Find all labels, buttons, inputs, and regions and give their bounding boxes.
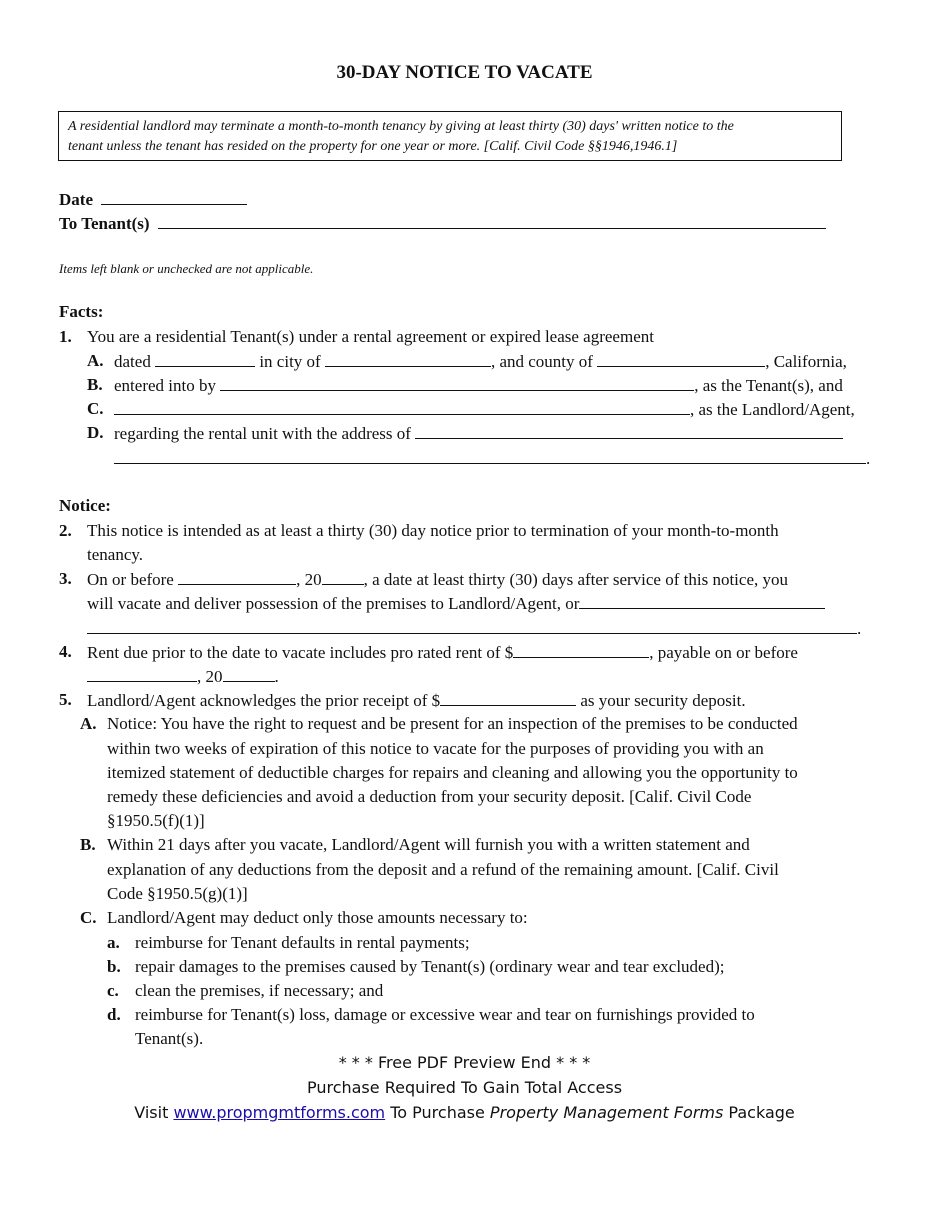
visit-text: Visit (134, 1103, 169, 1122)
date-label: Date (59, 190, 93, 209)
vacate-text: , a date at least thirty (30) days after service of this notice, you (363, 570, 788, 589)
period: . (857, 619, 862, 638)
notice-5A: itemized statement of deductible charges for repairs and cleaning and allowing you the opportunity to (107, 763, 798, 782)
sub-sub-label: c. (107, 981, 119, 1000)
facts-item-D (114, 423, 843, 444)
period: . (274, 667, 279, 686)
facts-heading: Facts: (59, 302, 104, 321)
deduction-item: repair damages to the premises caused by Tenant(s) (ordinary wear and tear excluded); (135, 957, 725, 976)
sub-label: C. (80, 908, 97, 927)
notice-5A: remedy these deficiencies and avoid a deduction from your security deposit. [Calif. Civil Code (107, 787, 752, 806)
entered-label: entered into by (114, 376, 216, 395)
intro-notice-box (58, 111, 842, 161)
date-blank[interactable] (101, 189, 247, 205)
address-label: regarding the rental unit with the address of (114, 424, 411, 443)
deposit-text: as your security deposit. (580, 691, 746, 710)
notice-item-2: This notice is intended as at least a thirty (30) day notice prior to termination of your month-to-month (87, 521, 779, 540)
vacate-date-blank[interactable] (178, 569, 296, 585)
vacate-year-blank[interactable] (322, 569, 364, 585)
address-blank-2[interactable] (114, 448, 866, 464)
notice-heading: Notice: (59, 496, 111, 515)
document-title: 30-DAY NOTICE TO VACATE (336, 62, 593, 83)
facts-item-A (114, 351, 847, 372)
item-number: 4. (59, 642, 72, 661)
notice-5B: explanation of any deductions from the deposit and a refund of the remaining amount. [Calif. Civil (107, 860, 779, 879)
sub-sub-label: a. (107, 933, 120, 952)
deduction-item: clean the premises, if necessary; and (135, 981, 384, 1000)
blank-note: Items left blank or unchecked are not applicable. (59, 261, 314, 276)
notice-5A: §1950.5(f)(1)] (107, 811, 205, 830)
as-landlord-label: , as the Landlord/Agent, (690, 400, 855, 419)
deposit-label: Landlord/Agent acknowledges the prior receipt of $ (87, 691, 441, 710)
visit-line (0, 1103, 929, 1123)
sub-sub-label: b. (107, 957, 121, 976)
payable-date-blank[interactable] (87, 666, 197, 682)
notice-item-4 (87, 666, 279, 687)
facts-item-B (114, 375, 843, 396)
notice-item-3 (87, 618, 861, 639)
notice-5A: within two weeks of expiration of this notice to vacate for the purposes of providing you with an (107, 739, 764, 758)
deduction-item: Tenant(s). (135, 1029, 204, 1048)
sub-label: B. (87, 375, 103, 394)
county-label: , and county of (490, 352, 593, 371)
on-before-label: On or before (87, 570, 174, 589)
item-number: 5. (59, 690, 72, 709)
address-line-2 (114, 448, 870, 469)
payable-label: , payable on or before (649, 643, 798, 662)
item-number: 1. (59, 327, 72, 346)
notice-item-2: tenancy. (87, 545, 144, 564)
sub-label: B. (80, 835, 96, 854)
notice-item-4 (87, 642, 798, 663)
to-purchase-text: To Purchase (390, 1103, 485, 1122)
prorated-rent-blank[interactable] (513, 642, 649, 658)
package-name: Property Management Forms (489, 1103, 724, 1122)
dated-blank[interactable] (155, 351, 255, 367)
preview-end: * * * Free PDF Preview End * * * (338, 1053, 591, 1072)
facts-item-1: You are a residential Tenant(s) under a rental agreement or expired lease agreement (87, 327, 654, 346)
package-text: Package (728, 1103, 795, 1122)
dated-label: dated (114, 352, 151, 371)
notice-item-5 (87, 690, 746, 711)
year-prefix: , 20 (296, 570, 322, 589)
tenant-blank[interactable] (158, 213, 826, 229)
date-row (59, 189, 247, 210)
item-number: 3. (59, 569, 72, 588)
intro-line: A residential landlord may terminate a month-to-month tenancy by giving at least thirty (30) days' written notice to the (68, 119, 734, 134)
address-blank[interactable] (415, 423, 843, 439)
sub-label: A. (80, 714, 97, 733)
purchase-notice: Purchase Required To Gain Total Access (306, 1078, 623, 1097)
notice-item-3 (87, 593, 825, 614)
city-blank[interactable] (325, 351, 491, 367)
item-number: 2. (59, 521, 72, 540)
city-label: in city of (259, 352, 321, 371)
notice-5C: Landlord/Agent may deduct only those amounts necessary to: (107, 908, 528, 927)
intro-line: tenant unless the tenant has resided on the property for one year or more. [Calif. Civil Code §§1946,1946.1] (68, 139, 678, 154)
sub-label: C. (87, 399, 104, 418)
county-blank[interactable] (597, 351, 765, 367)
landlord-blank[interactable] (114, 399, 690, 415)
notice-5B: Within 21 days after you vacate, Landlord/Agent will furnish you with a written statement and (107, 835, 750, 854)
tenant-label: To Tenant(s) (59, 214, 150, 233)
deduction-item: reimburse for Tenant defaults in rental payments; (135, 933, 470, 952)
period: . (866, 449, 871, 468)
alternate-blank[interactable] (579, 593, 825, 609)
payable-year-blank[interactable] (223, 666, 275, 682)
prorated-label: Rent due prior to the date to vacate includes pro rated rent of $ (87, 643, 514, 662)
tenant-names-blank[interactable] (220, 375, 694, 391)
notice-5A: Notice: You have the right to request and be present for an inspection of the premises to be conducted (107, 714, 798, 733)
state-label: , California, (765, 352, 847, 371)
propmgmtforms-link[interactable]: www.propmgmtforms.com (173, 1103, 386, 1122)
sub-sub-label: d. (107, 1005, 121, 1024)
deposit-amount-blank[interactable] (440, 690, 576, 706)
facts-item-C (114, 399, 855, 420)
deduction-item: reimburse for Tenant(s) loss, damage or excessive wear and tear on furnishings provided to (135, 1005, 755, 1024)
sub-label: A. (87, 351, 104, 370)
as-tenant-label: , as the Tenant(s), and (694, 376, 843, 395)
alternate-blank-2[interactable] (87, 618, 857, 634)
year-prefix: , 20 (197, 667, 223, 686)
notice-item-3 (87, 569, 788, 590)
sub-label: D. (87, 423, 104, 442)
tenant-row (59, 213, 826, 234)
notice-5B: Code §1950.5(g)(1)] (107, 884, 248, 903)
deliver-text: will vacate and deliver possession of the premises to Landlord/Agent, or (87, 594, 580, 613)
